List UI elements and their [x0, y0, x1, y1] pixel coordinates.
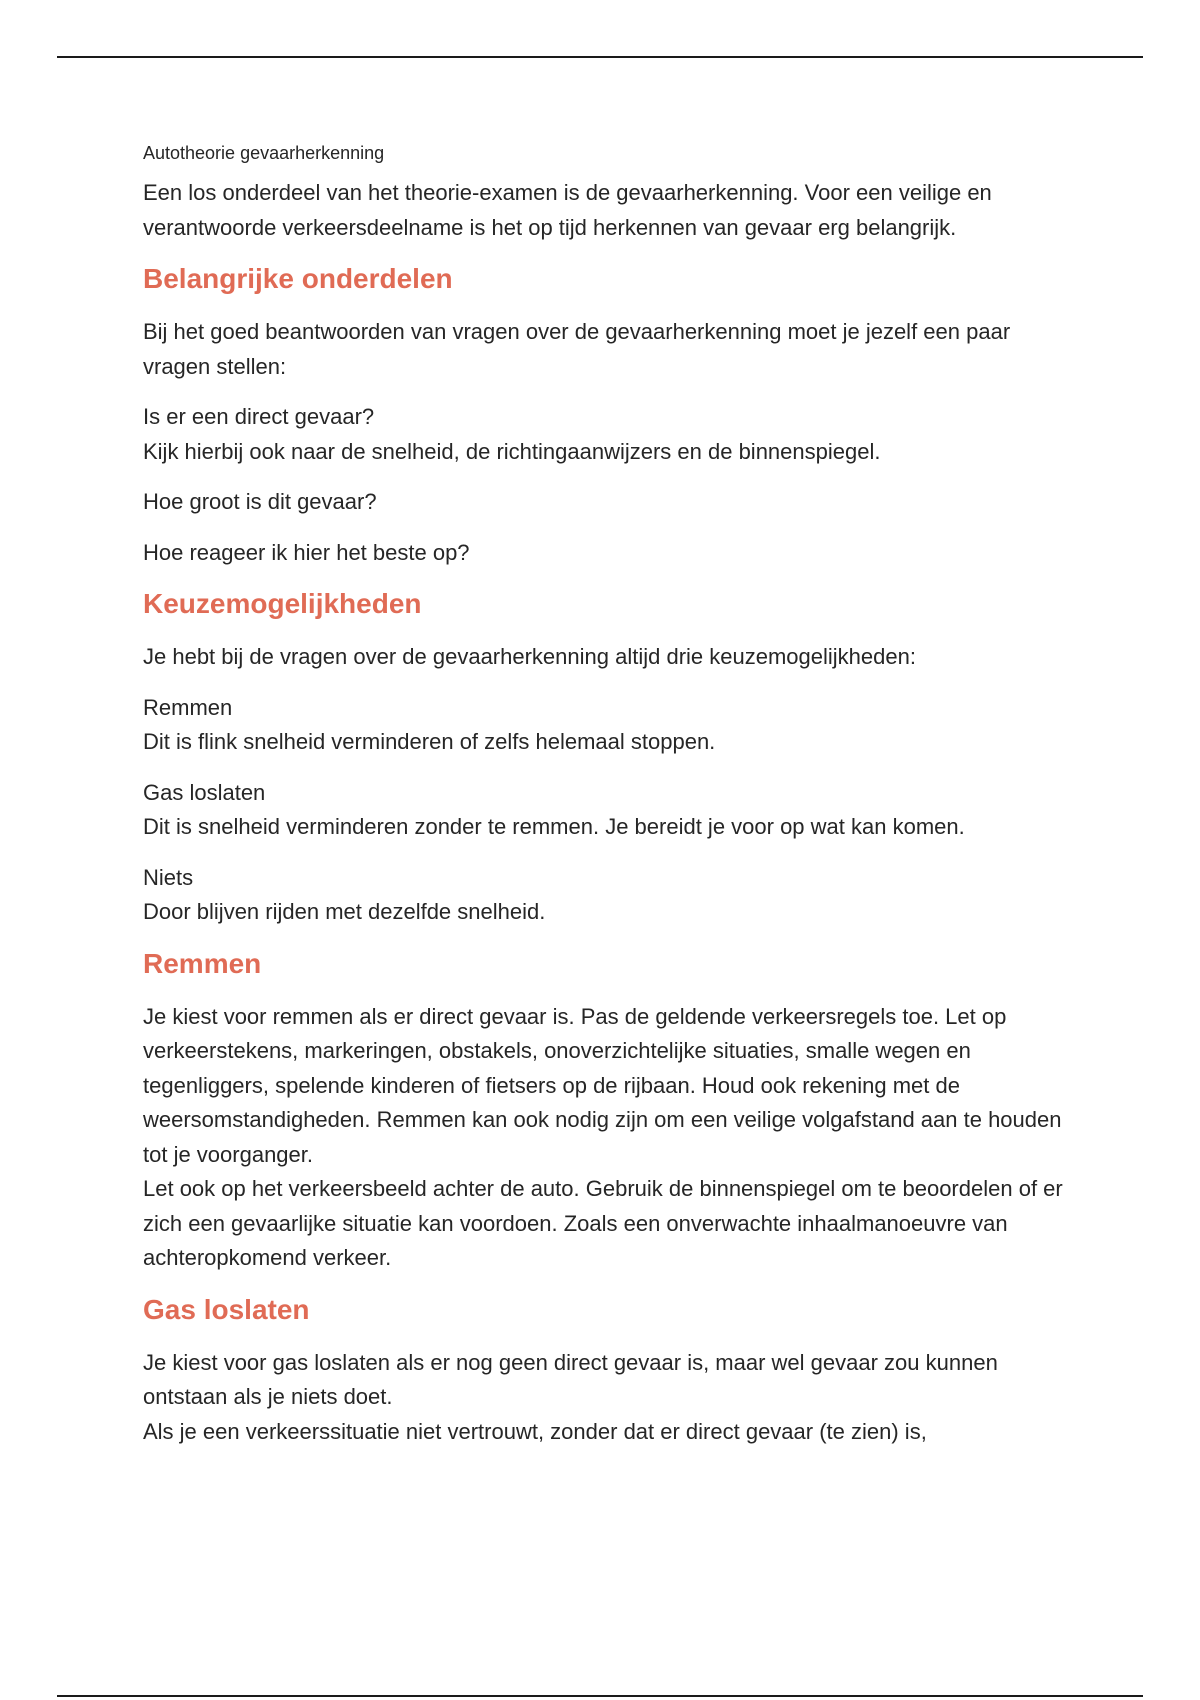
option-text: Dit is snelheid verminderen zonder te remmen. Je bereidt je voor op wat kan komen.: [143, 814, 965, 839]
gas-text-2: Als je een verkeerssituatie niet vertrouwt, zonder dat er direct gevaar (te zien) is,: [143, 1418, 927, 1444]
heading-remmen: Remmen: [143, 947, 262, 979]
page-bottom-rule: [57, 1695, 1143, 1697]
option-title: Remmen: [143, 694, 233, 720]
page-top-rule: [57, 56, 1143, 58]
document-title: Autotheorie gevaarherkenning: [143, 143, 385, 163]
heading-belangrijke-onderdelen: Belangrijke onderdelen: [143, 263, 453, 294]
question-title: Is er een direct gevaar?: [143, 404, 375, 429]
remmen-paragraph: [143, 1000, 1063, 1276]
option-block-niets: [143, 861, 1063, 930]
option-block-gas-loslaten: [143, 776, 1063, 845]
option-text: Dit is flink snelheid verminderen of zelfs helemaal stoppen.: [143, 729, 716, 754]
heading-gas-loslaten: Gas loslaten: [143, 1293, 310, 1325]
remmen-text-2: Let ook op het verkeersbeeld achter de auto. Gebruik de binnenspiegel om te beoordelen of er zich een gevaarlijke situatie kan voordoen. Zoals een onverwachte inhaalmanoeuvre van achteropkomend verkeer.: [143, 1176, 1063, 1270]
heading-keuzemogelijkheden: Keuzemogelijkheden: [143, 588, 422, 619]
option-title: Gas loslaten: [143, 779, 266, 805]
belangrijk-paragraph: Bij het goed beantwoorden van vragen over de gevaarherkenning moet je jezelf een paar vragen stellen:: [143, 319, 1011, 379]
keuze-paragraph: Je hebt bij de vragen over de gevaarherkenning altijd drie keuzemogelijkheden:: [143, 644, 916, 669]
document-body: [143, 140, 1063, 1465]
gas-text-1: Je kiest voor gas loslaten als er nog geen direct gevaar is, maar wel gevaar zou kunnen ontstaan als je niets doet.: [143, 1349, 998, 1409]
remmen-text-1: Je kiest voor remmen als er direct gevaar is. Pas de geldende verkeersregels toe. Let op verkeerstekens, markeringen, obstakels, onoverzichtelijke situaties, smalle wegen en tegenliggers, spelende kinderen of fietsers op de rijbaan. Houd ook rekening met de weersomstandigheden. Remmen kan ook nodig zijn om een veilige volgafstand aan te houden tot je voorganger.: [143, 1003, 1062, 1167]
option-text: Door blijven rijden met dezelfde snelheid.: [143, 899, 546, 924]
question-title: Hoe reageer ik hier het beste op?: [143, 539, 470, 565]
gas-paragraph: [143, 1346, 1063, 1450]
intro-paragraph: Een los onderdeel van het theorie-examen is de gevaarherkenning. Voor een veilige en verantwoorde verkeersdeelname is het op tijd herkennen van gevaar erg belangrijk.: [143, 180, 992, 240]
question-block: [143, 400, 1063, 469]
option-block-remmen: [143, 691, 1063, 760]
question-title: Hoe groot is dit gevaar?: [143, 489, 377, 514]
question-text: Kijk hierbij ook naar de snelheid, de richtingaanwijzers en de binnenspiegel.: [143, 438, 881, 464]
option-title: Niets: [143, 864, 194, 890]
